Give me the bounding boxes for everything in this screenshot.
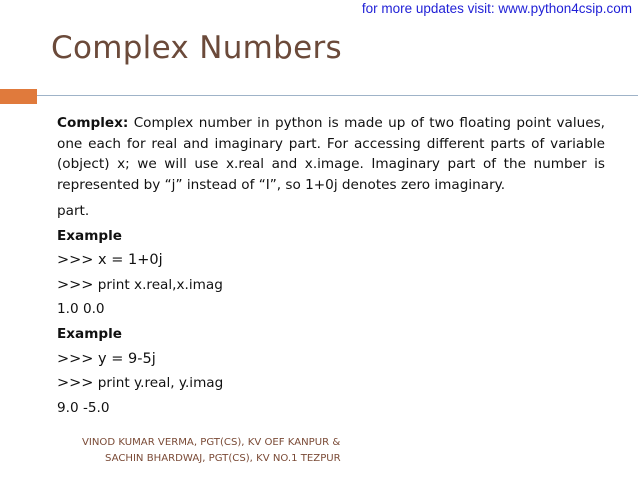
python-prompt: >>> — [57, 276, 94, 293]
intro-paragraph — [57, 113, 605, 195]
example2-code-line-2 — [57, 371, 605, 396]
code-text: print y.real, y.imag — [93, 375, 224, 392]
python-prompt: >>> — [57, 350, 94, 367]
title-accent-bar — [0, 89, 37, 104]
slide-footer — [82, 435, 352, 467]
code-text: x = 1+0j — [93, 252, 163, 269]
title-divider-line — [37, 95, 638, 96]
part-line: part. — [57, 203, 90, 219]
website-link[interactable]: for more updates visit: www.python4csip.com — [361, 1, 632, 16]
slide-title: Complex Numbers — [51, 30, 343, 66]
example1-code-line-2 — [57, 273, 605, 298]
example2-code-line-1 — [57, 347, 605, 372]
code-text: print x.real,x.imag — [93, 276, 223, 293]
python-prompt: >>> — [57, 252, 94, 269]
python-prompt: >>> — [57, 375, 94, 392]
slide-body — [57, 113, 605, 420]
example1-output: 1.0 0.0 — [57, 301, 105, 318]
example2-output: 9.0 -5.0 — [57, 399, 110, 416]
intro-term: Complex: — [57, 115, 129, 131]
intro-text: Complex number in python is made up of two floating point values, one each for real and imaginary part. For accessing different parts of variable (object) x; we will use x.real and x.image. Imaginary part of the number is represented by “j” instead of “I”, so 1+0j denotes zero imaginary. — [57, 115, 605, 193]
footer-line-2: SACHIN BHARDWAJ, PGT(CS), KV NO.1 TEZPUR — [105, 453, 341, 464]
example1-code-line-1 — [57, 248, 605, 273]
example2-heading: Example — [57, 325, 123, 342]
footer-line-1: VINOD KUMAR VERMA, PGT(CS), KV OEF KANPUR & — [82, 437, 341, 448]
code-text: y = 9-5j — [93, 350, 156, 367]
example1-heading: Example — [57, 227, 123, 244]
